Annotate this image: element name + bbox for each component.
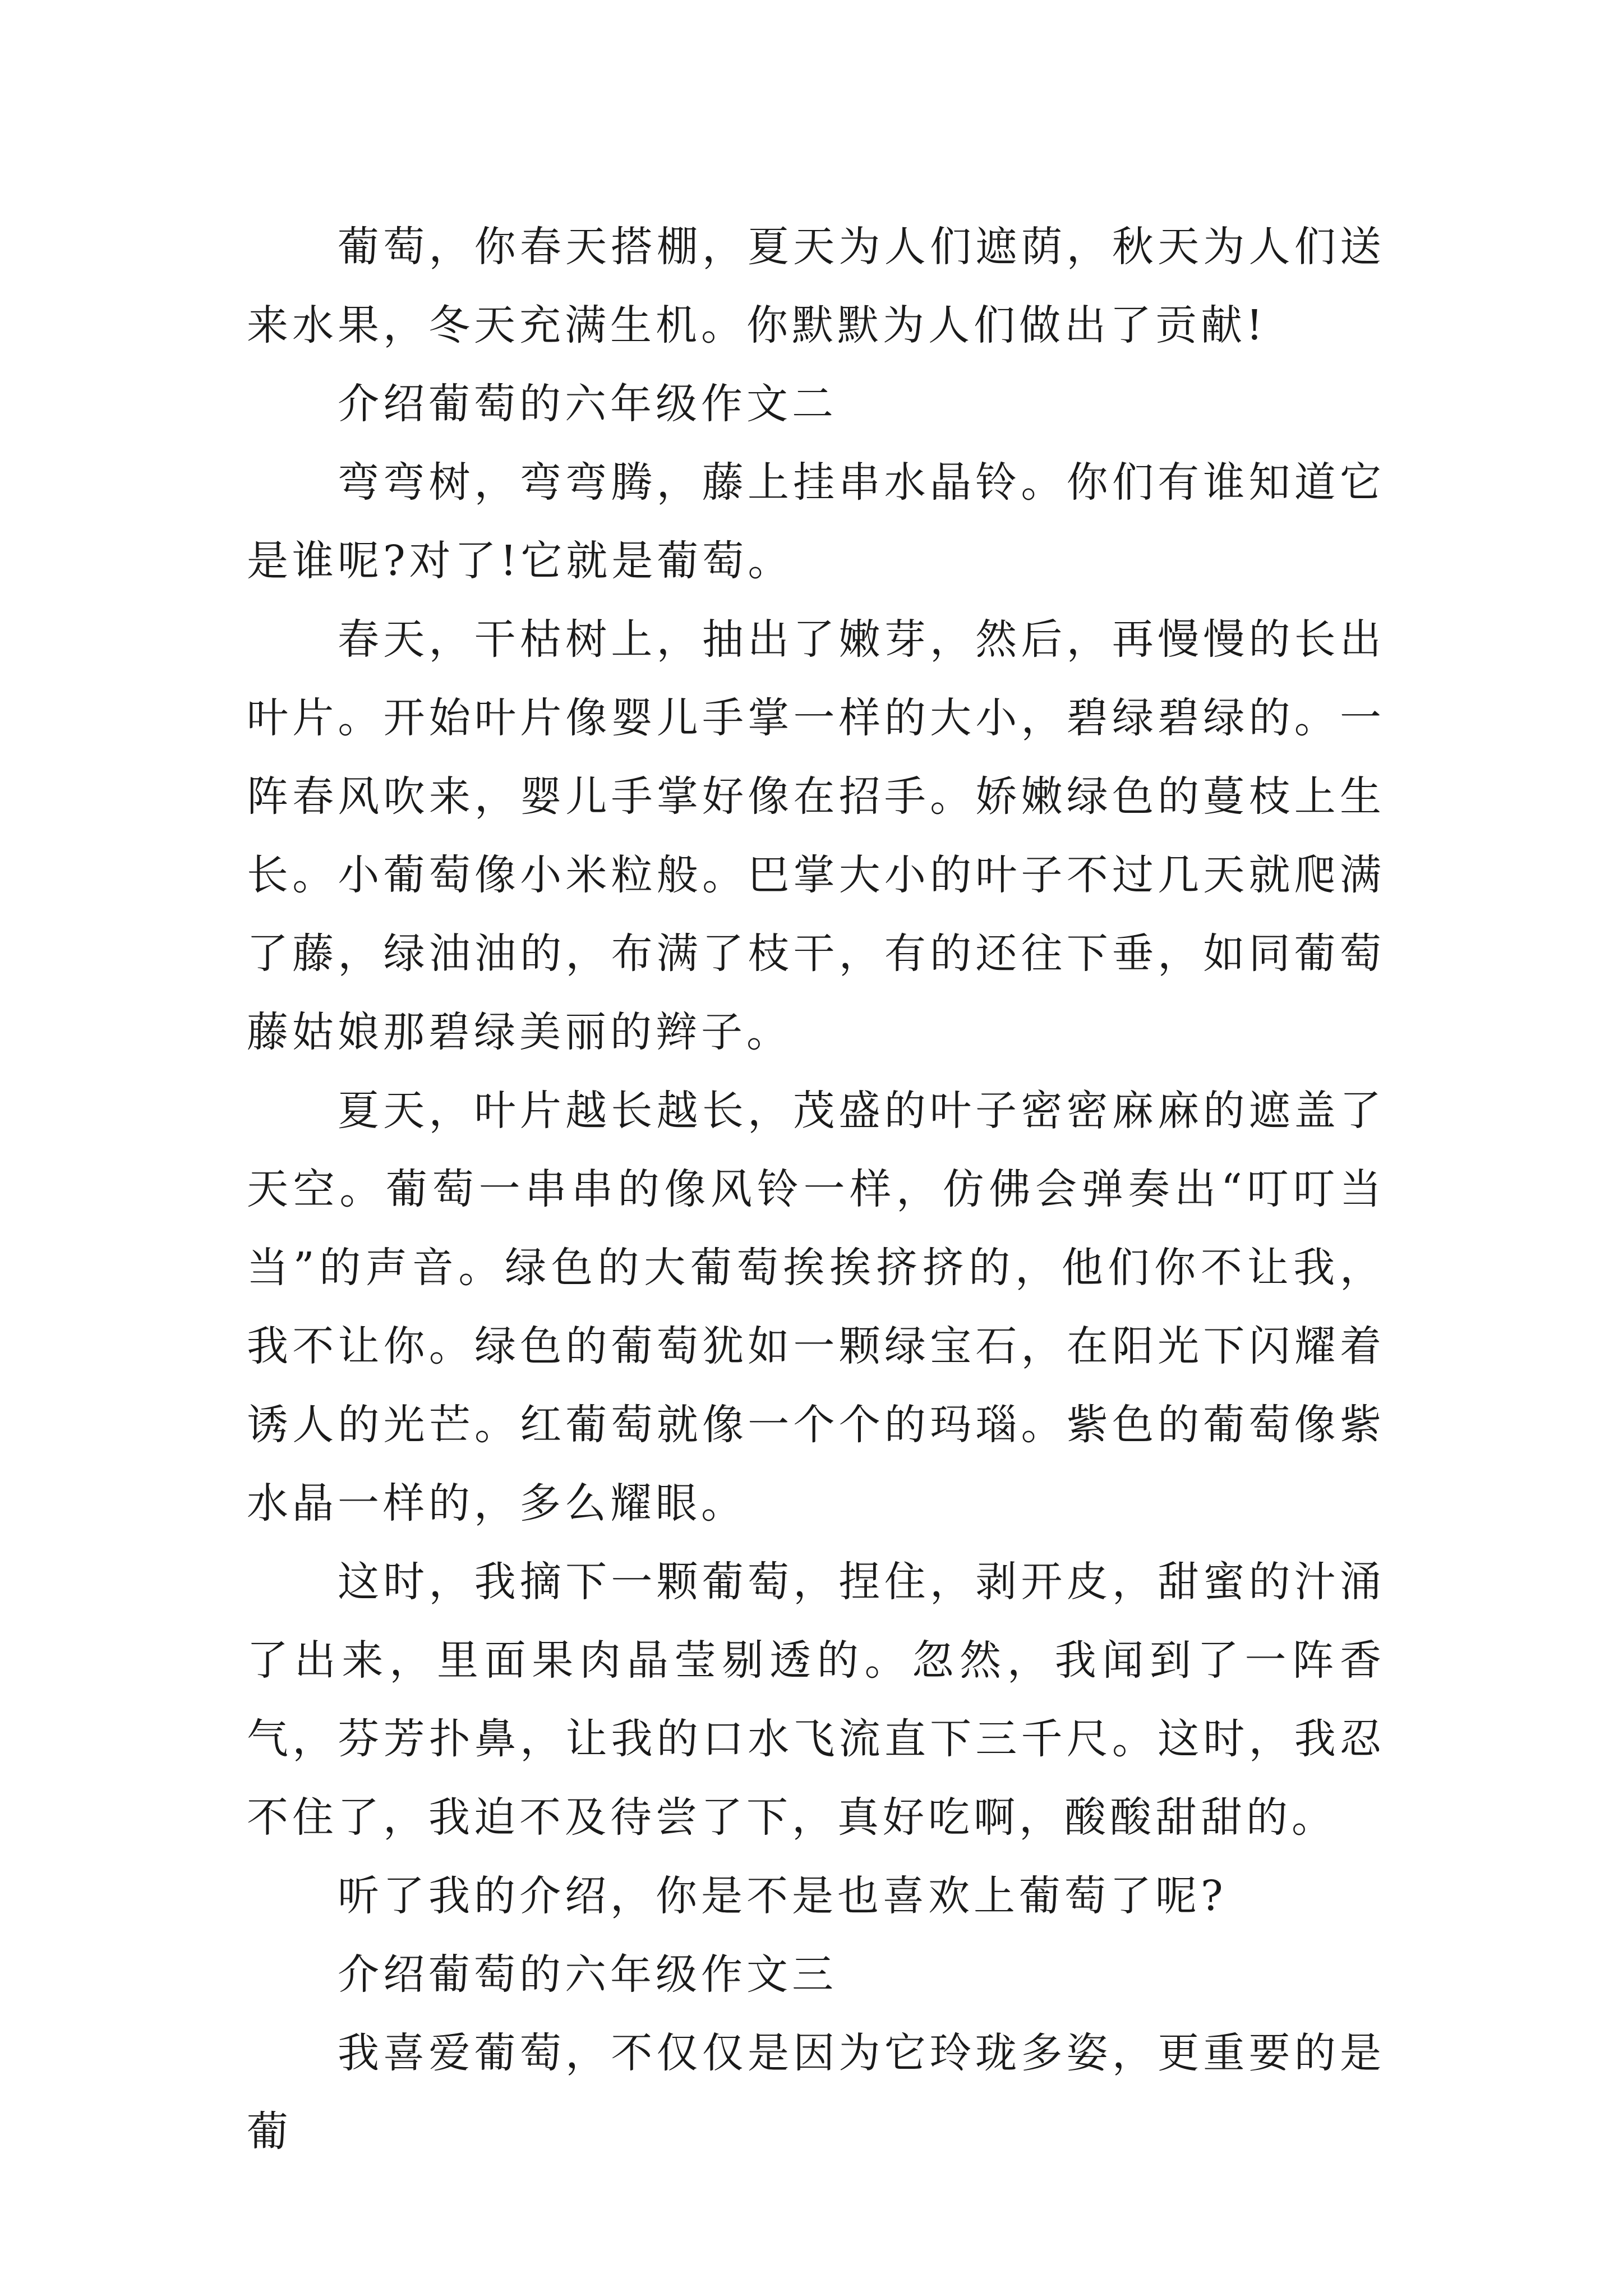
paragraph-riddle: 弯弯树，弯弯腾，藤上挂串水晶铃。你们有谁知道它是谁呢?对了!它就是葡萄。 <box>247 458 1385 585</box>
paragraph-essay-three-start: 我喜爱葡萄，不仅仅是因为它玲珑多姿，更重要的是葡 <box>247 2029 1385 2156</box>
paragraph-spring: 春天，干枯树上，抽出了嫩芽，然后，再慢慢的长出叶片。开始叶片像婴儿手掌一样的大小，碧绿碧绿的。一阵春风吹来，婴儿手掌好像在招手。娇嫩绿色的蔓枝上生长。小葡萄像小米粒般。巴掌大小的叶子不过几天就爬满了藤，绿油油的，布满了枝干，有的还往下垂，如同葡萄藤姑娘那碧绿美丽的辫子。 <box>247 615 1385 1056</box>
paragraph-closing: 听了我的介绍，你是不是也喜欢上葡萄了呢? <box>338 1872 1227 1920</box>
essay-three-heading: 介绍葡萄的六年级作文三 <box>338 1950 837 1999</box>
document-page <box>247 208 1385 2171</box>
paragraph-contribution: 葡萄，你春天搭棚，夏天为人们遮荫，秋天为人们送来水果，冬天充满生机。你默默为人们做出了贡献! <box>247 223 1385 349</box>
paragraph-tasting: 这时，我摘下一颗葡萄，捏住，剥开皮，甜蜜的汁涌了出来，里面果肉晶莹剔透的。忽然，我闻到了一阵香气，芬芳扑鼻，让我的口水飞流直下三千尺。这时，我忍不住了，我迫不及待尝了下，真好吃啊，酸酸甜甜的。 <box>247 1558 1385 1842</box>
essay-two-heading: 介绍葡萄的六年级作文二 <box>338 380 837 428</box>
paragraph-summer: 夏天，叶片越长越长，茂盛的叶子密密麻麻的遮盖了天空。葡萄一串串的像风铃一样，仿佛会弹奏出“叮叮当当”的声音。绿色的大葡萄挨挨挤挤的，他们你不让我，我不让你。绿色的葡萄犹如一颗绿宝石，在阳光下闪耀着诱人的光芒。红葡萄就像一个个的玛瑙。紫色的葡萄像紫水晶一样的，多么耀眼。 <box>247 1087 1385 1527</box>
